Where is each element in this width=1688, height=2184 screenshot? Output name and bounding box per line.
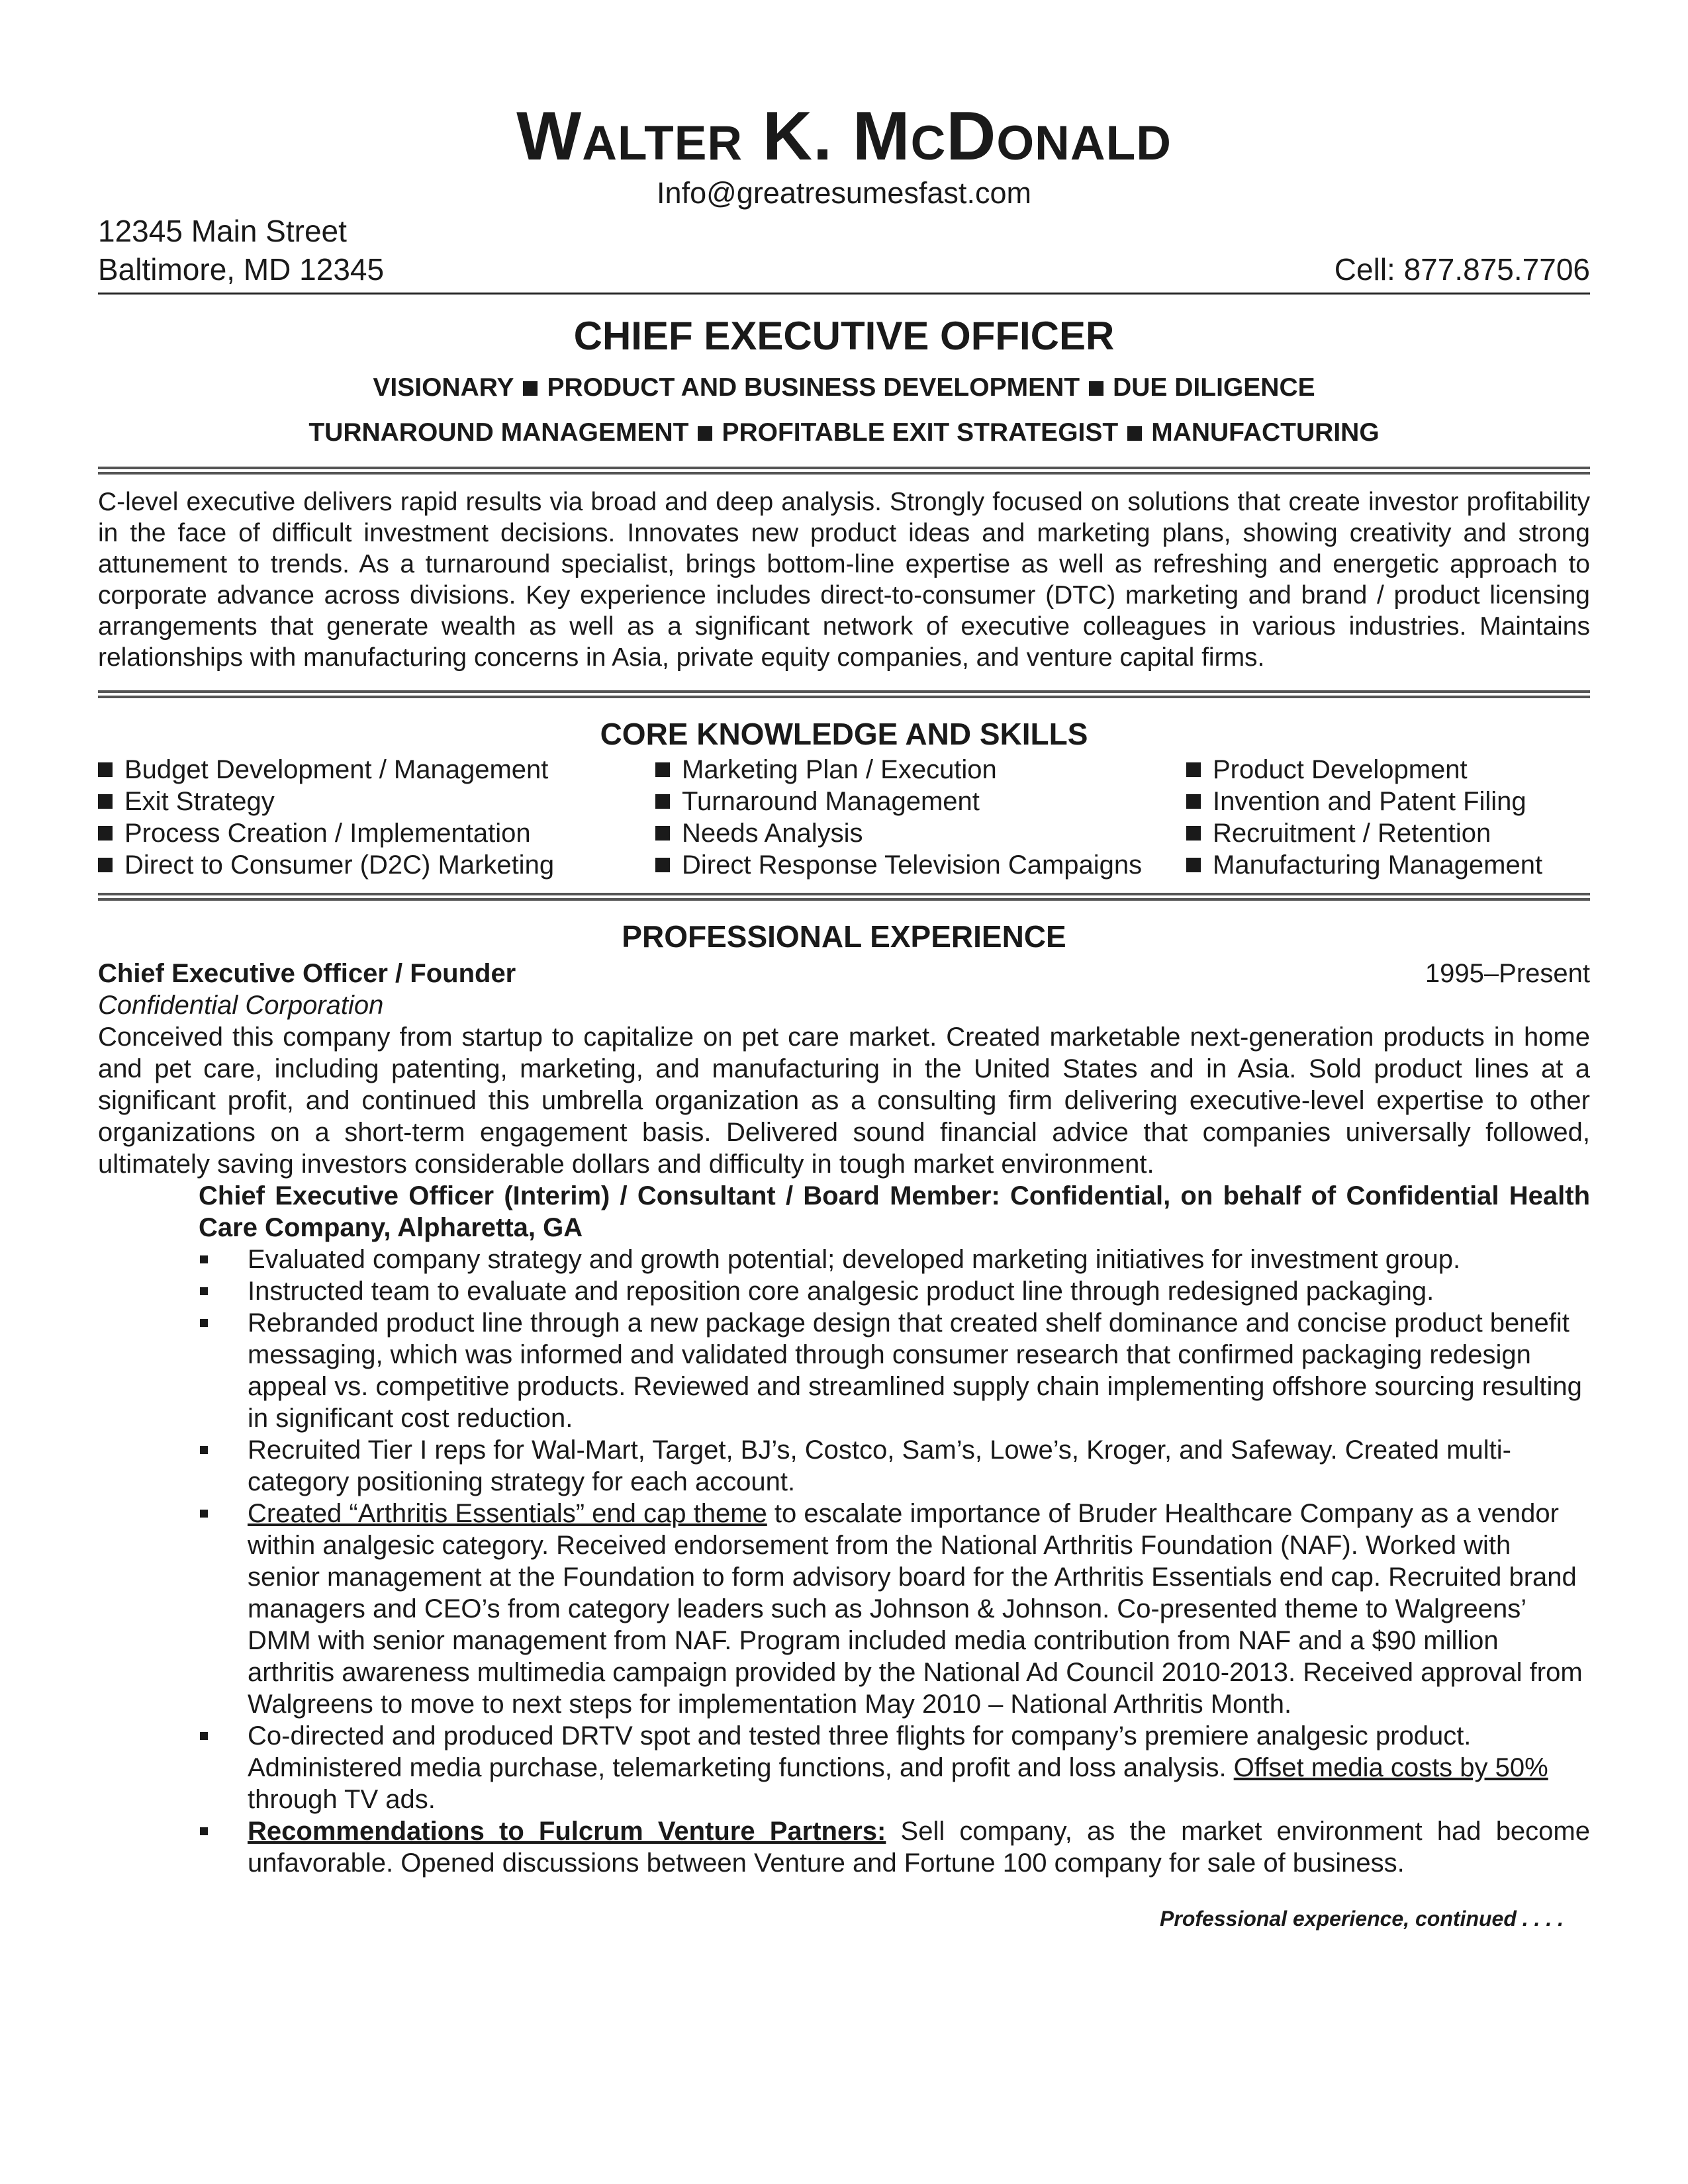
name-part: K. M (743, 98, 911, 175)
list-item (199, 1434, 1590, 1498)
sub-role (199, 1180, 1590, 1879)
square-bullet-icon (1186, 826, 1201, 841)
bullet-text: Co-directed and produced DRTV spot and tested three flights for company’s premiere analgesic product. Administered media purchase, telemarketing functions, and profit and loss analysis. (248, 1721, 1472, 1782)
skill-label: Manufacturing Management (1213, 850, 1543, 880)
skill-item (1186, 817, 1583, 849)
job-title: Chief Executive Officer / Founder (98, 959, 516, 988)
cell-phone: Cell: 877.875.7706 (1334, 252, 1590, 287)
name-part: onald (996, 98, 1172, 175)
skill-label: Product Development (1213, 755, 1468, 784)
square-bullet-icon (200, 1510, 208, 1518)
section-divider (98, 893, 1590, 901)
tagline-item: DUE DILIGENCE (1113, 373, 1315, 402)
section-divider (98, 467, 1590, 475)
bullet-text: Rebranded product line through a new package design that created shelf dominance and concise product benefit messaging, which was informed and validated through consumer research that confirmed packaging redesign appeal vs. competitive products. Reviewed and streamlined supply chain implementing offshore sourcing resulting in significant cost reduction. (248, 1308, 1582, 1433)
sub-role-heading: Chief Executive Officer (Interim) / Consultant / Board Member: Confidential, on behalf of Confidential Health Care Company, Alpharetta, GA (199, 1181, 1590, 1242)
square-bullet-icon (655, 794, 670, 809)
skills-grid (98, 754, 1590, 881)
square-bullet-icon (1186, 794, 1201, 809)
skill-item (655, 754, 1186, 786)
list-item (199, 1498, 1590, 1720)
list-item (199, 1720, 1590, 1815)
list-item (199, 1275, 1590, 1307)
square-bullet-icon (655, 858, 670, 872)
square-bullet-icon (200, 1287, 208, 1295)
skill-label: Marketing Plan / Execution (682, 755, 997, 784)
square-bullet-icon (98, 794, 113, 809)
square-bullet-icon (200, 1319, 208, 1327)
skill-label: Direct to Consumer (D2C) Marketing (124, 850, 555, 880)
bullet-text: Instructed team to evaluate and reposition core analgesic product line through redesigned packaging. (248, 1277, 1434, 1306)
skill-item (655, 786, 1186, 817)
skill-label: Process Creation / Implementation (124, 819, 531, 848)
contact-row (98, 212, 1590, 289)
square-bullet-icon (98, 762, 113, 777)
tagline-item: VISIONARY (373, 373, 514, 402)
header-divider (98, 293, 1590, 295)
square-bullet-icon (98, 826, 113, 841)
street-address: 12345 Main Street (98, 214, 347, 248)
skills-heading: CORE KNOWLEDGE AND SKILLS (600, 717, 1088, 751)
experience-heading: PROFESSIONAL EXPERIENCE (622, 919, 1066, 954)
square-bullet-icon (200, 1827, 208, 1835)
achievement-list (199, 1244, 1590, 1879)
square-bullet-icon (523, 381, 538, 396)
list-item (199, 1815, 1590, 1879)
name-part: c (910, 98, 947, 175)
continued-note: Professional experience, continued . . . . (1160, 1907, 1564, 1931)
job-header (98, 958, 1590, 989)
resume-page (98, 98, 1590, 1932)
square-bullet-icon (200, 1446, 208, 1454)
square-bullet-icon (200, 1255, 208, 1263)
section-divider (98, 690, 1590, 698)
square-bullet-icon (1186, 762, 1201, 777)
tagline-row-1 (98, 371, 1590, 404)
tagline-item: TURNAROUND MANAGEMENT (308, 418, 689, 447)
skill-label: Direct Response Television Campaigns (682, 850, 1143, 880)
bullet-text: Evaluated company strategy and growth potential; developed marketing initiatives for investment group. (248, 1245, 1461, 1274)
bullet-text: Recruited Tier I reps for Wal-Mart, Target, BJ’s, Costco, Sam’s, Lowe’s, Kroger, and Safeway. Created multi-category positioning strategy for each account. (248, 1435, 1511, 1496)
square-bullet-icon (98, 858, 113, 872)
target-title: CHIEF EXECUTIVE OFFICER (573, 314, 1115, 358)
list-item (199, 1307, 1590, 1434)
square-bullet-icon (698, 426, 712, 441)
name-part: W (516, 98, 583, 175)
skill-item (98, 786, 655, 817)
square-bullet-icon (655, 826, 670, 841)
tagline-item: PRODUCT AND BUSINESS DEVELOPMENT (547, 373, 1080, 402)
skill-item (98, 849, 655, 881)
skill-item (655, 849, 1186, 881)
skill-item (1186, 786, 1583, 817)
skill-label: Exit Strategy (124, 787, 275, 816)
company-name: Confidential Corporation (98, 991, 384, 1020)
skill-item (98, 817, 655, 849)
skill-item (1186, 754, 1583, 786)
square-bullet-icon (1127, 426, 1142, 441)
underlined-text: Offset media costs by 50% (1233, 1753, 1548, 1782)
job-description: Conceived this company from startup to capitalize on pet care market. Created marketable next-generation products in home and pet care, including patenting, marketing, and manufacturing in the United States and in Asia. Sold product lines at a significant profit, and continued this umbrella organization as a consulting firm delivering executive-level expertise to other organizations on a short-term engagement basis. Delivered sound financial advice that companies universally followed, ultimately saving investors considerable dollars and difficulty in tough market environment. (98, 1023, 1590, 1179)
name-part: alter (582, 98, 743, 175)
address-block (98, 212, 384, 289)
underlined-text: Created “Arthritis Essentials” end cap theme (248, 1499, 767, 1528)
summary-paragraph: C-level executive delivers rapid results via broad and deep analysis. Strongly focused on solutions that create investor profitability in the face of difficult investment decisions. Innovates new product ideas and marketing plans, showing creativity and strong attunement to trends. As a turnaround specialist, brings bottom-line expertise as well as refreshing and energetic approach to corporate advance across divisions. Key experience includes direct-to-consumer (DTC) marketing and brand / product licensing arrangements that generate wealth as well as a significant network of executive colleagues in various industries. Maintains relationships with manufacturing concerns in Asia, private equity companies, and venture capital firms. (98, 488, 1590, 672)
name-part: D (946, 98, 997, 175)
skill-item (1186, 849, 1583, 881)
tagline-row-2 (98, 416, 1590, 449)
square-bullet-icon (655, 762, 670, 777)
bullet-text: Sell company, as the market environment had become unfavorable. Opened discussions between Venture and Fortune 100 company for sale of business. (248, 1817, 1590, 1878)
skill-label: Budget Development / Management (124, 755, 549, 784)
skill-label: Invention and Patent Filing (1213, 787, 1526, 816)
job-dates: 1995–Present (1425, 959, 1590, 988)
tagline-item: MANUFACTURING (1151, 418, 1380, 447)
square-bullet-icon (1089, 381, 1103, 396)
bullet-text: to escalate importance of Bruder Healthcare Company as a vendor within analgesic category. Received endorsement from the National Arthritis Foundation (NAF). Worked with senior management at the Foundation to form advisory board for the Arthritis Essentials end cap. Recruited brand managers and CEO’s from category leaders such as Johnson & Johnson. Co-presented theme to Walgreens’ DMM with senior management from NAF. Program included media contribution from NAF and a $90 million arthritis awareness multimedia campaign provided by the National Ad Council 2010-2013. Received approval from Walgreens to move to next steps for implementation May 2010 – National Arthritis Month. (248, 1499, 1583, 1719)
skill-item (98, 754, 655, 786)
underlined-bold-text: Recommendations to Fulcrum Venture Partners: (248, 1817, 886, 1846)
bullet-text: through TV ads. (248, 1785, 436, 1814)
tagline-item: PROFITABLE EXIT STRATEGIST (722, 418, 1119, 447)
skill-label: Turnaround Management (682, 787, 980, 816)
city-state-zip: Baltimore, MD 12345 (98, 252, 385, 287)
candidate-name (98, 98, 1590, 175)
list-item (199, 1244, 1590, 1275)
square-bullet-icon (1186, 858, 1201, 872)
skill-item (655, 817, 1186, 849)
email-address: Info@greatresumesfast.com (657, 176, 1031, 210)
skill-label: Recruitment / Retention (1213, 819, 1491, 848)
skill-label: Needs Analysis (682, 819, 863, 848)
square-bullet-icon (200, 1732, 208, 1740)
